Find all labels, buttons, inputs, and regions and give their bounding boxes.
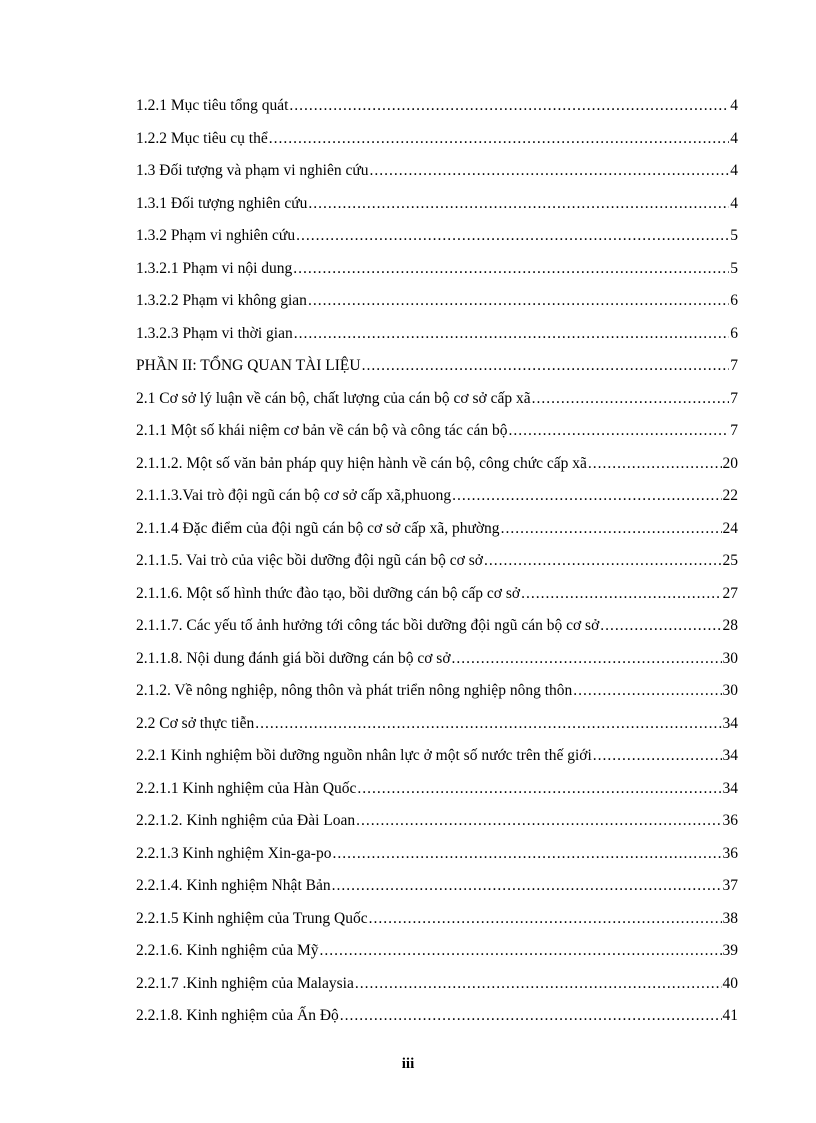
toc-entry[interactable] [136,389,738,422]
toc-entry[interactable] [136,324,738,357]
toc-dot-leader [484,551,722,571]
toc-entry-page: 39 [722,942,738,959]
toc-entry-page: 36 [722,844,738,862]
toc-dot-leader [269,129,730,149]
toc-dot-leader [521,584,721,604]
toc-entry[interactable] [136,714,738,747]
toc-entry-title: 1.3 Đối tượng và phạm vi nghiên cứu [136,162,369,179]
toc-entry-title: 2.2 Cơ sở thực tiễn [136,714,255,732]
toc-entry[interactable] [136,96,738,129]
toc-dot-leader [369,909,722,929]
toc-entry-page: 38 [722,909,738,927]
toc-entry[interactable] [136,421,738,454]
toc-dot-leader [501,519,722,539]
toc-entry-title: 2.2.1.3 Kinh nghiệm Xin-ga-po [136,844,332,862]
toc-entry[interactable] [136,259,738,292]
toc-entry-title: 2.1.1.7. Các yếu tố ảnh hưởng tới công tác bồi dưỡng đội ngũ cán bộ cơ sở [136,617,600,634]
toc-dot-leader [340,1006,722,1026]
toc-dot-leader [600,616,721,636]
toc-entry-title: 2.2.1.2. Kinh nghiệm của Đài Loan [136,812,356,829]
toc-dot-leader [593,746,722,766]
toc-entry-page: 6 [730,292,738,309]
toc-entry-title: 1.3.2 Phạm vi nghiên cứu [136,227,296,244]
toc-dot-leader [320,941,722,961]
toc-entry-title: 2.1.1.3.Vai trò đội ngũ cán bộ cơ sở cấp xã,phuong [136,487,452,504]
toc-entry-title: 1.3.2.2 Phạm vi không gian [136,292,307,309]
toc-dot-leader [289,96,729,116]
toc-dot-leader [294,324,730,344]
toc-entry[interactable] [136,161,738,194]
toc-dot-leader [357,779,721,799]
toc-entry[interactable] [136,129,738,162]
toc-entry-page: 36 [722,812,738,829]
toc-dot-leader [308,291,729,311]
toc-entry-title: PHẦN II: TỔNG QUAN TÀI LIỆU [136,357,361,374]
toc-entry-title: 2.1.1.2. Một số văn bản pháp quy hiện hành về cán bộ, công chức cấp xã [136,454,587,472]
toc-entry-page: 41 [722,1007,738,1024]
toc-entry-page: 34 [722,747,738,764]
toc-entry-title: 2.1.1.5. Vai trò của việc bồi dưỡng đội ngũ cán bộ cơ sở [136,552,483,569]
toc-entry-page: 25 [722,552,738,569]
toc-entry[interactable] [136,811,738,844]
toc-dot-leader [588,454,722,474]
toc-dot-leader [255,714,721,734]
toc-entry[interactable] [136,454,738,487]
toc-entry[interactable] [136,941,738,974]
toc-entry-title: 2.2.1.5 Kinh nghiệm của Trung Quốc [136,909,368,927]
toc-dot-leader [296,226,729,246]
toc-dot-leader [332,876,722,896]
toc-entry-page: 4 [730,194,738,212]
toc-entry[interactable] [136,486,738,519]
toc-entry-page: 40 [722,974,738,992]
toc-entry-title: 1.3.1 Đối tượng nghiên cứu [136,194,308,212]
toc-entry-title: 2.1 Cơ sở lý luận về cán bộ, chất lượng của cán bộ cơ sở cấp xã [136,389,531,407]
toc-entry[interactable] [136,194,738,227]
toc-entry-page: 22 [722,487,738,504]
toc-entry[interactable] [136,876,738,909]
toc-entry-title: 2.2.1.7 .Kinh nghiệm của Malaysia [136,974,354,992]
toc-entry-page: 6 [730,324,738,342]
toc-entry-title: 1.2.2 Mục tiêu cụ thể [136,129,268,147]
toc-entry-title: 2.2.1.8. Kinh nghiệm của Ấn Độ [136,1007,339,1024]
toc-entry-title: 2.1.1.8. Nội dung đánh giá bồi dưỡng cán bộ cơ sở [136,649,451,667]
toc-entry-title: 2.1.1.6. Một số hình thức đào tạo, bồi dưỡng cán bộ cấp cơ sở [136,584,521,602]
toc-dot-leader [356,811,721,831]
toc-entry-page: 28 [722,617,738,634]
toc-entry[interactable] [136,974,738,1007]
toc-entry-title: 2.2.1 Kinh nghiệm bồi dưỡng nguồn nhân lực ở một số nước trên thế giới [136,747,592,764]
toc-entry[interactable] [136,519,738,552]
toc-dot-leader [573,681,721,701]
toc-dot-leader [355,974,722,994]
toc-dot-leader [362,356,730,376]
toc-entry-title: 2.2.1.1 Kinh nghiệm của Hàn Quốc [136,779,357,797]
toc-entry[interactable] [136,584,738,617]
table-of-contents [136,96,738,1039]
toc-entry-page: 7 [730,389,738,407]
toc-entry[interactable] [136,356,738,389]
toc-entry[interactable] [136,616,738,649]
toc-entry-page: 5 [730,227,738,244]
toc-entry-title: 1.2.1 Mục tiêu tổng quát [136,97,289,114]
toc-entry-title: 1.3.2.3 Phạm vi thời gian [136,324,293,342]
toc-entry-page: 7 [730,357,738,374]
toc-entry-title: 1.3.2.1 Phạm vi nội dung [136,259,293,277]
toc-dot-leader [508,421,729,441]
toc-entry-title: 2.2.1.6. Kinh nghiệm của Mỹ [136,942,319,959]
toc-dot-leader [293,259,729,279]
toc-entry-page: 30 [722,682,738,699]
toc-entry-page: 30 [722,649,738,667]
toc-dot-leader [452,486,721,506]
toc-entry-page: 7 [730,422,738,439]
toc-entry[interactable] [136,649,738,682]
toc-entry-title: 2.1.1.4 Đặc điểm của đội ngũ cán bộ cơ sở cấp xã, phường [136,519,500,537]
toc-dot-leader [308,194,729,214]
toc-entry[interactable] [136,844,738,877]
toc-entry[interactable] [136,746,738,779]
toc-entry-page: 4 [730,97,738,114]
toc-entry-page: 34 [722,714,738,732]
toc-entry-page: 37 [722,877,738,894]
toc-entry[interactable] [136,551,738,584]
toc-entry-page: 27 [722,584,738,602]
toc-entry-title: 2.2.1.4. Kinh nghiệm Nhật Bản [136,877,331,894]
toc-dot-leader [452,649,722,669]
toc-dot-leader [370,161,730,181]
toc-dot-leader [532,389,730,409]
toc-entry-title: 2.1.1 Một số khái niệm cơ bản về cán bộ và công tác cán bộ [136,422,508,439]
toc-entry[interactable] [136,1006,738,1039]
toc-entry-page: 4 [730,129,738,147]
toc-entry[interactable] [136,291,738,324]
toc-entry[interactable] [136,226,738,259]
toc-entry[interactable] [136,681,738,714]
toc-entry-title: 2.1.2. Về nông nghiệp, nông thôn và phát triển nông nghiệp nông thôn [136,682,573,699]
toc-entry-page: 24 [722,519,738,537]
toc-entry[interactable] [136,779,738,812]
toc-dot-leader [332,844,721,864]
toc-entry-page: 34 [722,779,738,797]
toc-entry[interactable] [136,909,738,942]
toc-entry-page: 5 [730,259,738,277]
toc-entry-page: 4 [730,162,738,179]
toc-entry-page: 20 [722,454,738,472]
page-number: iii [401,1056,415,1072]
